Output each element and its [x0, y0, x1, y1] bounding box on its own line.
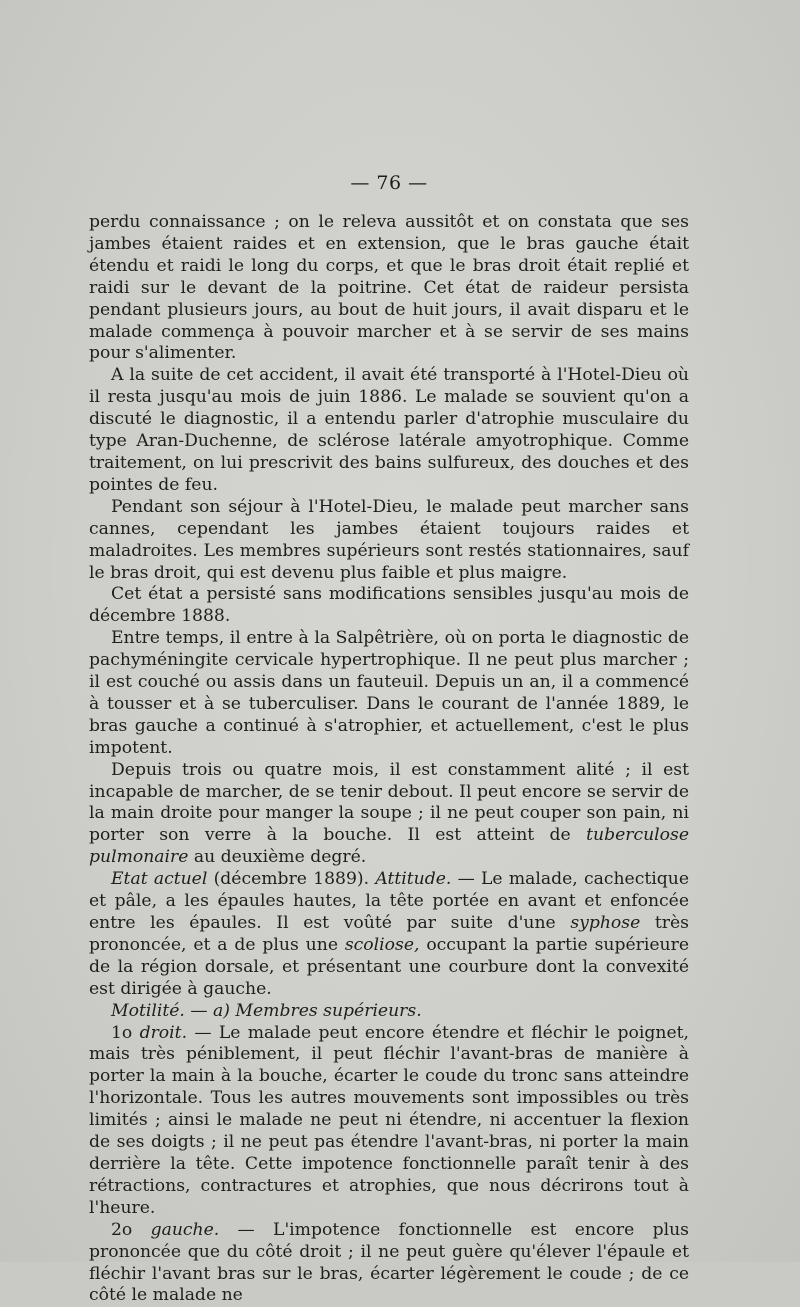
scoliose-term: scoliose, — [344, 934, 420, 955]
syphose-term: syphose — [570, 913, 641, 933]
paragraph-5: Entre temps, il entre à la Salpêtrière, où on porta le diagnostic de pachyméningite cervicale hypertrophique. Il ne peut plus marcher ; il est couché ou assis dans un fauteuil. Depuis un an, il a commencé à tousser et à se tuberculiser. Dans le courant de l'année 1889, le bras gauche a continué à s'atrophier, et actuellement, c'est le plus impotent. — [89, 628, 689, 758]
paragraph-6-text-b: au deuxième degré. — [188, 847, 367, 868]
paragraph-7-text-a: (décembre 1889). — [207, 869, 376, 890]
droit-heading: droit. — [139, 1022, 188, 1043]
paragraph-7-text-b: — Le malade, cachectique et pâle, a les épaules hautes, la tête portée en avant et enfoncée entre les épaules. Il est voûté par suite d'une — [89, 869, 689, 933]
gauche-number: 2o — [111, 1219, 151, 1240]
paragraph-3: Pendant son séjour à l'Hotel-Dieu, le malade peut marcher sans cannes, cependant les jambes étaient toujours raides et maladroites. Les membres supérieurs sont restés stationnaires, sauf le bras droit, qui est devenu plus faible et plus maigre. — [89, 496, 689, 583]
body-text — [89, 212, 689, 1307]
gauche-text: — L'impotence fonctionnelle est encore plus prononcée que du côté droit ; il ne peut guère qu'élever l'épaule et fléchir l'avant bras sur le bras, écarter légèrement le coude ; de ce côté le malade ne — [89, 1219, 689, 1306]
paragraph-7-text-d: occupant la partie supérieure de la région dorsale, et présentant une courbure dont la convexité est dirigée à gauche. — [89, 934, 689, 999]
etat-actuel-heading: Etat actuel — [111, 869, 208, 890]
page-number: — 76 — — [350, 172, 428, 194]
motilite-heading: Motilité. — a) Membres supérieurs. — [111, 1000, 422, 1021]
attitude-heading: Attitude. — [375, 869, 452, 890]
paragraph-1: perdu connaissance ; on le releva aussitôt et on constata que ses jambes étaient raides et en extension, que le bras gauche était étendu et raidi le long du corps, et que le bras droit était replié et raidi sur le devant de la poitrine. Cet état de raideur persista pendant plusieurs jours, au bout de huit jours, il avait disparu et le malade commença à pouvoir marcher et à se servir de ses mains pour s'alimenter. — [89, 212, 689, 364]
paragraph-2: A la suite de cet accident, il avait été transporté à l'Hotel-Dieu où il resta jusqu'au mois de juin 1886. Le malade se souvient qu'on a discuté le diagnostic, il a entendu parler d'atrophie musculaire du type Aran-Duchenne, de sclérose latérale amyotrophique. Comme traitement, on lui prescrivit des bains sulfureux, des douches et des pointes de feu. — [89, 365, 689, 495]
section-heading-motilite — [89, 1001, 689, 1023]
gauche-heading: gauche. — [150, 1219, 220, 1240]
paragraph-6-text-a: Depuis trois ou quatre mois, il est constamment alité ; il est incapable de marcher, de se tenir debout. Il peut encore se servir de la main droite pour manger la soupe ; il ne peut couper son pain, ni porter son verre à la bouche. Il est atteint de — [89, 759, 689, 846]
paragraph-droit — [89, 1023, 689, 1220]
paragraph-7-text-c: très prononcée, et a de plus une — [89, 913, 689, 955]
paragraph-6-italic: tuberculose pulmonaire — [89, 825, 689, 868]
paragraph-7 — [89, 869, 689, 1000]
paragraph-4: Cet état a persisté sans modifications sensibles jusqu'au mois de décembre 1888. — [89, 584, 689, 627]
paragraph-6 — [89, 760, 689, 870]
droit-text: — Le malade peut encore étendre et fléchir le poignet, mais très péniblement, il peut fléchir l'avant-bras de manière à porter la main à la bouche, écarter le coude du tronc sans atteindre l'horizontale. Tous les autres mouvements sont impossibles ou très limités ; ainsi le malade ne peut ni étendre, ni accentuer la flexion de ses doigts ; il ne peut pas étendre l'avant-bras, ni porter la main derrière la tête. Cette impotence fonctionnelle paraît tenir à des rétractions, contractures et atrophies, que nous décrirons tout à l'heure. — [89, 1022, 689, 1218]
paragraph-gauche — [89, 1220, 689, 1307]
droit-number: 1o — [111, 1022, 140, 1043]
